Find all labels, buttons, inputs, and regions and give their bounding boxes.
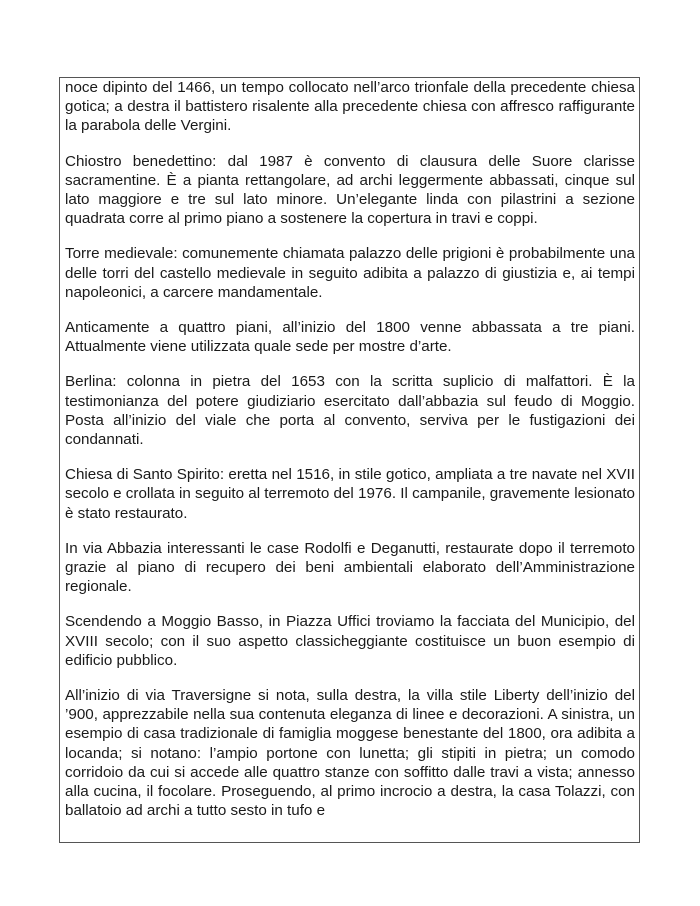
paragraph-2: Chiostro benedettino: dal 1987 è convento di clausura delle Suore clarisse sacramentine. È a pianta rettangolare, ad archi leggermente abbassati, cinque sul lato maggiore e tre sul lato minore. Un’elegante linda con pilastrini a sezione quadrata corre al primo piano a sostenere la copertura in travi e coppi. [65, 152, 635, 228]
paragraph-4: Anticamente a quattro piani, all’inizio del 1800 venne abbassata a tre piani. Attualmente viene utilizzata quale sede per mostre d’arte. [65, 319, 635, 356]
paragraph-5: Berlina: colonna in pietra del 1653 con la scritta suplicio di malfattori. È la testimonianza del potere giudiziario esercitato dall’abbazia sul feudo di Moggio. Posta all’inizio del viale che porta al convento, serviva per le fustigazioni dei condannati. [65, 373, 635, 449]
paragraph-1: noce dipinto del 1466, un tempo collocato nell’arco trionfale della precedente chiesa gotica; a destra il battistero risalente alla precedente chiesa con affresco raffigurante la parabola delle Vergini. [65, 79, 635, 135]
paragraph-8: Scendendo a Moggio Basso, in Piazza Uffici troviamo la facciata del Municipio, del XVIII secolo; con il suo aspetto classicheggiante costituisce un buon esempio di edificio pubblico. [65, 613, 635, 669]
paragraph-9: All’inizio di via Traversigne si nota, sulla destra, la villa stile Liberty dell’inizio del ’900, apprezzabile nella sua contenuta eleganza di linee e decorazioni. A sinistra, un esempio di casa tradizionale di famiglia moggese benestante del 1800, ora adibita a locanda; si notano: l’ampio portone con lunetta; gli stipiti in pietra; un comodo corridoio da cui si accede alle quattro stanze con soffitto dalle travi a vista; annesso alla cucina, il focolare. Proseguendo, al primo incrocio a destra, la casa Tolazzi, con ballatoio ad archi a tutto sesto in tufo e [65, 687, 635, 820]
text-frame [59, 77, 640, 843]
paragraph-6: Chiesa di Santo Spirito: eretta nel 1516, in stile gotico, ampliata a tre navate nel XVII secolo e crollata in seguito al terremoto del 1976. Il campanile, gravemente lesionato è stato restaurato. [65, 466, 635, 522]
paragraph-7: In via Abbazia interessanti le case Rodolfi e Deganutti, restaurate dopo il terremoto grazie al piano di recupero dei beni ambientali elaborato dell’Amministrazione regionale. [65, 539, 635, 596]
paragraph-3: Torre medievale: comunemente chiamata palazzo delle prigioni è probabilmente una delle torri del castello medievale in seguito adibita a palazzo di giustizia e, ai tempi napoleonici, a carcere mandamentale. [65, 245, 635, 301]
